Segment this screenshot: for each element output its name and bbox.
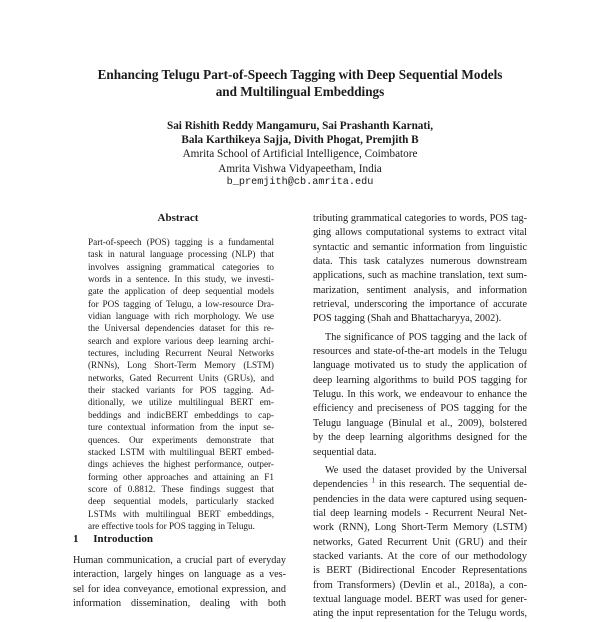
text-line: retrieval, underscoring the importance of accurate [313, 299, 527, 311]
affiliation-line-1: Amrita School of Artificial Intelligence, Coimbatore [182, 148, 418, 161]
text-line: score of 0.8812. These findings suggest that [88, 483, 274, 494]
text-fragment: dependencies [313, 479, 368, 491]
text-line: resources and state-of-the-art models in the Telugu [313, 346, 527, 358]
text-line: task in natural language processing (NLP) that [88, 249, 274, 260]
author-block [60, 119, 540, 190]
text-line: by the deep learning algorithms designed for the [313, 432, 527, 444]
text-line: networks, Gated Recurrent Units (GRUs), and [88, 372, 274, 383]
text-line: quences. Our experiments demonstrate that [88, 434, 274, 445]
text-line: ating the input representation for the Telugu words, [313, 608, 527, 620]
text-fragment: in this research. The sequential de- [375, 479, 527, 491]
text-line: gate the application of deep sequential models [88, 286, 274, 297]
text-line: ditionally, we utilize multilingual BERT em- [88, 397, 274, 408]
right-column-text [313, 212, 527, 622]
text-line: Telugu language (Binulal et al., 2009), bolstered [313, 417, 527, 429]
paragraph-dataset-methodology [313, 464, 527, 622]
affiliation-line-2: Amrita Vishwa Vidyapeetham, India [218, 162, 382, 175]
paragraph-pos-tagging-applications [313, 212, 527, 327]
text-line: language motivated us to study the application of [313, 360, 527, 372]
text-line: Part-of-speech (POS) tagging is a fundamental [88, 237, 274, 247]
text-line: POS tagging (Shah and Bhattacharyya, 2002). [313, 313, 502, 325]
text-line: words in a sentence. In this study, we investi- [88, 274, 274, 285]
section-title: Introduction [93, 533, 153, 545]
text-line: The significance of POS tagging and the lack of [325, 331, 527, 343]
text-line: dings achieves the highest performance, outper- [88, 459, 274, 470]
text-line: data. This task catalyzes numerous downstream [313, 256, 527, 268]
text-line: networks, Gated Recurrent Unit (GRU) and their [313, 536, 527, 548]
text-line: marization, sentiment analysis, and information [313, 284, 527, 296]
text-line: work (RNN), Long Short-Term Memory (LSTM) [313, 522, 527, 534]
text-line: vidian language with rich morphology. We use [88, 311, 274, 322]
abstract-heading: Abstract [157, 212, 199, 224]
text-line: involves assigning grammatical categories to [88, 261, 274, 272]
text-line: beddings and indicBERT embeddings to cap- [88, 409, 274, 420]
author-names-line-2: Bala Karthikeya Sajja, Divith Phogat, Premjith B [181, 134, 419, 147]
text-line: tial deep learning models - Recurrent Neural Net- [313, 507, 527, 519]
text-line: applications, such as machine translation, text sum- [313, 270, 527, 282]
text-line: deep sequential models, particularly stacked [88, 496, 274, 507]
author-names-line-1: Sai Rishith Reddy Mangamuru, Sai Prashanth Karnati, [166, 120, 434, 132]
text-line: for POS tagging of Telugu, a low-resource Dra- [88, 298, 274, 309]
text-line: the Universal dependencies dataset for this re- [88, 323, 274, 334]
section-heading-introduction [73, 533, 153, 545]
text-line: ging allows computational systems to extract vital [313, 227, 527, 239]
text-line: pendencies in the data were captured using sequen- [313, 493, 527, 505]
text-line: sel for idea conveyance, emotional expression, and [73, 583, 286, 595]
text-line: syntactic and semantic information from linguistic [313, 241, 527, 253]
text-line: interaction, largely hinges on language as a ves- [73, 569, 286, 581]
text-line: their stacked variants for POS tagging. Ad- [88, 385, 274, 396]
abstract-body [88, 236, 274, 532]
title-line-2: and Multilingual Embeddings [215, 84, 385, 99]
text-line: (RNNs), Long Short-Term Memory (LSTM) [88, 360, 274, 371]
author-email: b_premjith@cb.amrita.edu [226, 176, 374, 188]
text-line: stacked LSTM with multilingual BERT embed- [88, 446, 274, 457]
introduction-body [73, 554, 286, 611]
paragraph-significance [313, 331, 527, 460]
text-line: Telugu. In this work, we endeavour to enhance the [313, 389, 527, 401]
text-line: tectures, including Recurrent Neural Networks [88, 348, 274, 359]
text-line: efficiency and preciseness of POS tagging for the [313, 403, 527, 415]
text-line: information dissemination, dealing with both [73, 597, 286, 609]
paper-title [60, 66, 540, 100]
text-line: search and explore various deep learning archi- [88, 335, 274, 346]
text-line-with-footnote [313, 478, 527, 492]
text-line: stacked variants. At the core of our methodology [313, 550, 527, 562]
text-line: from Transformers) (Devlin et al., 2018a), a con- [313, 579, 527, 591]
text-line: deep learning algorithms to build POS tagging for [313, 374, 527, 386]
text-line: ture contextual information from the input se- [88, 422, 274, 433]
title-line-1: Enhancing Telugu Part-of-Speech Tagging with Deep Sequential Models [97, 67, 503, 82]
text-line: We used the dataset provided by the Universal [325, 464, 527, 476]
footnote-marker[interactable]: 1 [371, 476, 376, 485]
text-line: LSTMs with multilingual BERT embeddings, [88, 508, 274, 519]
text-line: textual language model. BERT was used for gener- [313, 593, 527, 605]
paragraph-dataset-continuation [313, 493, 527, 622]
section-number: 1 [73, 533, 79, 545]
text-line: are effective tools for POS tagging in Telugu. [88, 520, 255, 531]
text-line: Human communication, a crucial part of everyday [73, 555, 286, 566]
text-line: is BERT (Bidirectional Encoder Representations [313, 565, 527, 577]
text-line: forming other approaches and attaining an F1 [88, 471, 274, 482]
text-line: sequential data. [313, 446, 377, 458]
text-line: tributing grammatical categories to words, POS tag- [313, 213, 527, 224]
